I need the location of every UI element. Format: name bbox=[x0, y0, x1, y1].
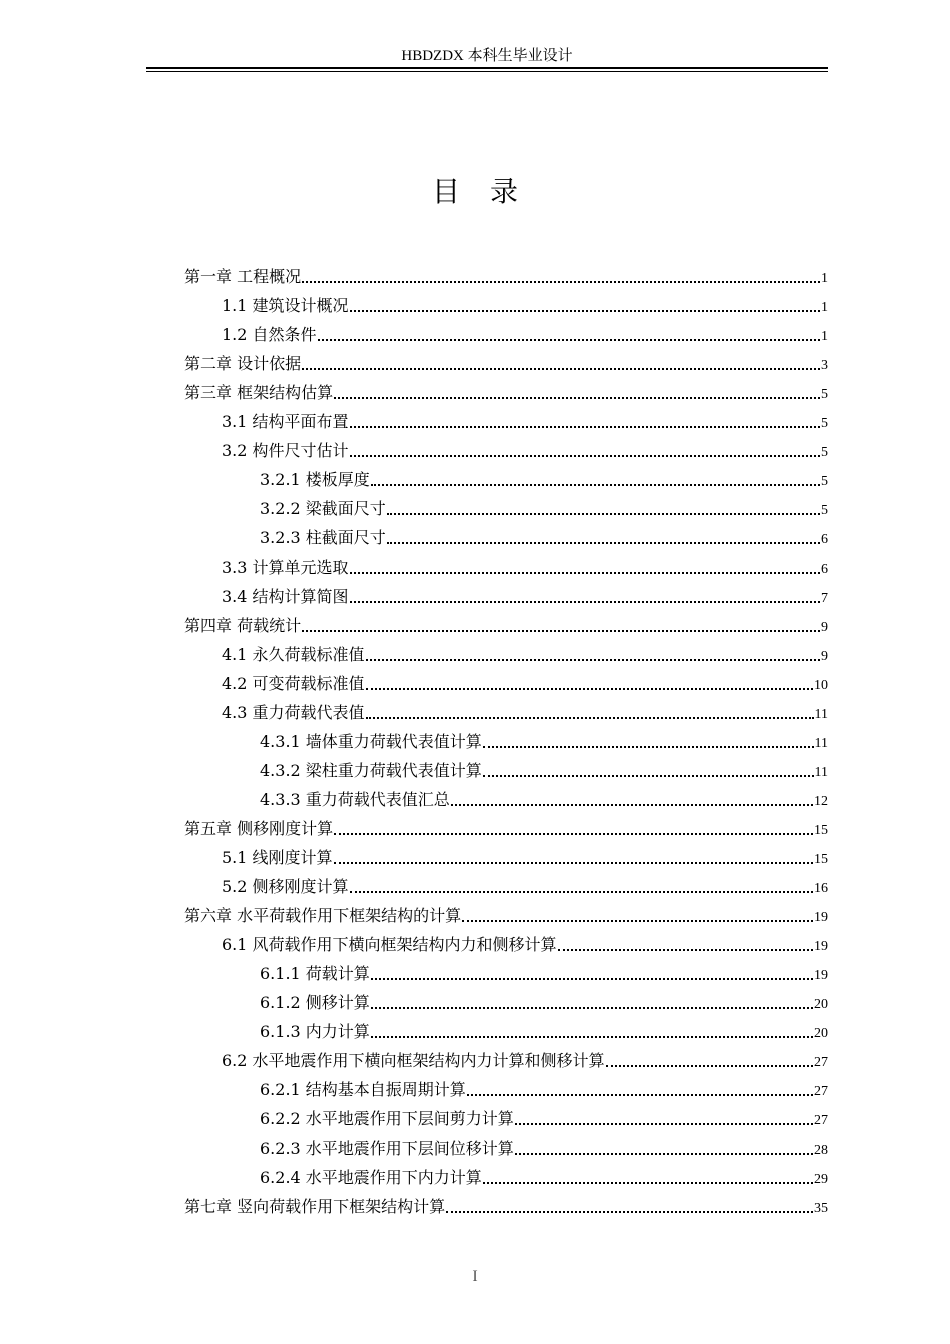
toc-entry[interactable] bbox=[222, 437, 828, 465]
toc-entry-page: 27 bbox=[814, 1113, 828, 1128]
toc-entry[interactable] bbox=[184, 263, 828, 291]
toc-entry-page: 16 bbox=[814, 881, 828, 896]
toc-dot-leader bbox=[462, 920, 813, 922]
toc-entry-label: 第三章 框架结构估算 bbox=[184, 383, 334, 402]
toc-entry-label: 6.1 风荷载作用下横向框架结构内力和侧移计算 bbox=[222, 935, 557, 954]
toc-dot-leader bbox=[446, 1211, 813, 1213]
page-title: 目录 bbox=[431, 175, 548, 208]
toc-entry[interactable] bbox=[222, 1047, 828, 1075]
toc-entry-page: 11 bbox=[814, 736, 828, 751]
toc-entry-label: 6.2.4 水平地震作用下内力计算 bbox=[260, 1168, 482, 1187]
toc-entry[interactable] bbox=[222, 641, 828, 669]
toc-entry-page: 6 bbox=[821, 562, 828, 577]
toc-entry-page: 29 bbox=[814, 1172, 828, 1187]
toc-entry-label: 3.3 计算单元选取 bbox=[222, 558, 349, 577]
toc-entry[interactable] bbox=[260, 524, 828, 552]
toc-dot-leader bbox=[366, 717, 814, 719]
toc-entry-label: 3.2.2 梁截面尺寸 bbox=[260, 499, 386, 518]
toc-entry-page: 20 bbox=[814, 997, 828, 1012]
toc-entry-page: 5 bbox=[821, 445, 828, 460]
toc-entry[interactable] bbox=[260, 960, 828, 988]
toc-entry-label: 6.2.1 结构基本自振周期计算 bbox=[260, 1080, 466, 1099]
toc-entry-page: 5 bbox=[821, 474, 828, 489]
toc-dot-leader bbox=[387, 542, 820, 544]
toc-entry-label: 4.3 重力荷载代表值 bbox=[222, 703, 365, 722]
toc-dot-leader bbox=[366, 659, 820, 661]
toc-entry-page: 15 bbox=[814, 823, 828, 838]
toc-dot-leader bbox=[483, 1182, 813, 1184]
toc-entry-label: 1.2 自然条件 bbox=[222, 325, 317, 344]
toc-dot-leader bbox=[451, 804, 813, 806]
toc-entry-page: 20 bbox=[814, 1026, 828, 1041]
toc-entry-label: 3.2.3 柱截面尺寸 bbox=[260, 528, 386, 547]
toc-entry-label: 3.4 结构计算简图 bbox=[222, 587, 349, 606]
toc-entry[interactable] bbox=[222, 408, 828, 436]
toc-dot-leader bbox=[606, 1065, 813, 1067]
toc-entry-page: 9 bbox=[821, 649, 828, 664]
toc-entry[interactable] bbox=[260, 1076, 828, 1104]
toc-entry-label: 6.2.3 水平地震作用下层间位移计算 bbox=[260, 1139, 514, 1158]
toc-entry-label: 4.3.3 重力荷载代表值汇总 bbox=[260, 790, 450, 809]
toc-entry-page: 27 bbox=[814, 1084, 828, 1099]
toc-dot-leader bbox=[387, 513, 820, 515]
toc-entry[interactable] bbox=[260, 466, 828, 494]
toc-entry-label: 3.1 结构平面布置 bbox=[222, 412, 349, 431]
toc-dot-leader bbox=[350, 601, 820, 603]
toc-entry[interactable] bbox=[184, 902, 828, 930]
toc-dot-leader bbox=[350, 455, 820, 457]
toc-dot-leader bbox=[515, 1123, 813, 1125]
toc-entry-page: 5 bbox=[821, 503, 828, 518]
toc-entry[interactable] bbox=[222, 321, 828, 349]
toc-entry-label: 5.2 侧移刚度计算 bbox=[222, 877, 349, 896]
toc-entry[interactable] bbox=[184, 815, 828, 843]
toc-entry[interactable] bbox=[222, 292, 828, 320]
toc-entry-label: 第四章 荷载统计 bbox=[184, 616, 302, 635]
toc-entry[interactable] bbox=[260, 1018, 828, 1046]
toc-entry-page: 5 bbox=[821, 387, 828, 402]
toc-entry-label: 第一章 工程概况 bbox=[184, 267, 302, 286]
toc-entry-page: 1 bbox=[821, 271, 828, 286]
toc-dot-leader bbox=[515, 1153, 813, 1155]
page-number: I bbox=[472, 1268, 478, 1285]
toc-entry[interactable] bbox=[184, 379, 828, 407]
toc-entry[interactable] bbox=[222, 699, 828, 727]
toc-dot-leader bbox=[334, 397, 820, 399]
toc-entry-label: 6.1.2 侧移计算 bbox=[260, 993, 370, 1012]
toc-entry-label: 第二章 设计依据 bbox=[184, 354, 302, 373]
toc-dot-leader bbox=[483, 746, 814, 748]
toc-dot-leader bbox=[371, 1007, 813, 1009]
toc-dot-leader bbox=[334, 862, 813, 864]
toc-entry[interactable] bbox=[260, 757, 828, 785]
toc-dot-leader bbox=[483, 775, 814, 777]
page-header: HBDZDX 本科生毕业设计 bbox=[401, 48, 573, 64]
toc-entry-page: 35 bbox=[814, 1201, 828, 1216]
toc-entry-label: 第七章 竖向荷载作用下框架结构计算 bbox=[184, 1197, 446, 1216]
toc-entry-page: 1 bbox=[821, 329, 828, 344]
toc-entry[interactable] bbox=[260, 1164, 828, 1192]
toc-entry[interactable] bbox=[184, 350, 828, 378]
toc-dot-leader bbox=[302, 281, 820, 283]
toc-entry-page: 6 bbox=[821, 532, 828, 547]
toc-dot-leader bbox=[371, 484, 820, 486]
toc-entry-label: 第六章 水平荷载作用下框架结构的计算 bbox=[184, 906, 462, 925]
toc-entry-label: 4.2 可变荷载标准值 bbox=[222, 674, 365, 693]
toc-dot-leader bbox=[350, 426, 820, 428]
toc-dot-leader bbox=[350, 891, 813, 893]
toc-entry-label: 1.1 建筑设计概况 bbox=[222, 296, 349, 315]
toc-entry-page: 19 bbox=[814, 910, 828, 925]
toc-entry[interactable] bbox=[260, 989, 828, 1017]
toc-entry-label: 6.1.3 内力计算 bbox=[260, 1022, 370, 1041]
toc-entry-page: 9 bbox=[821, 620, 828, 635]
toc-dot-leader bbox=[371, 1036, 813, 1038]
toc-dot-leader bbox=[371, 978, 813, 980]
toc-entry[interactable] bbox=[260, 1135, 828, 1163]
toc-entry-page: 7 bbox=[821, 591, 828, 606]
toc-entry[interactable] bbox=[222, 670, 828, 698]
toc-entry[interactable] bbox=[184, 612, 828, 640]
toc-entry-page: 12 bbox=[814, 794, 828, 809]
toc-entry-page: 15 bbox=[814, 852, 828, 867]
toc-entry-label: 5.1 线刚度计算 bbox=[222, 848, 333, 867]
toc-entry[interactable] bbox=[222, 844, 828, 872]
toc-entry-page: 11 bbox=[814, 765, 828, 780]
toc-dot-leader bbox=[302, 630, 820, 632]
toc-entry[interactable] bbox=[260, 1105, 828, 1133]
toc-entry-page: 5 bbox=[821, 416, 828, 431]
toc-entry-page: 3 bbox=[821, 358, 828, 373]
header-rule-thick bbox=[146, 67, 828, 69]
toc-entry-label: 第五章 侧移刚度计算 bbox=[184, 819, 334, 838]
toc-entry[interactable] bbox=[184, 1193, 828, 1221]
toc-entry-label: 4.1 永久荷载标准值 bbox=[222, 645, 365, 664]
toc-dot-leader bbox=[302, 368, 820, 370]
toc-entry-label: 3.2.1 楼板厚度 bbox=[260, 470, 370, 489]
toc-entry[interactable] bbox=[222, 931, 828, 959]
toc-entry-page: 10 bbox=[814, 678, 828, 693]
toc-dot-leader bbox=[318, 339, 820, 341]
toc-entry-label: 3.2 构件尺寸估计 bbox=[222, 441, 349, 460]
toc-entry-page: 11 bbox=[814, 707, 828, 722]
toc-entry-label: 6.2 水平地震作用下横向框架结构内力计算和侧移计算 bbox=[222, 1051, 605, 1070]
toc-entry-page: 19 bbox=[814, 939, 828, 954]
toc-entry[interactable] bbox=[222, 554, 828, 582]
toc-dot-leader bbox=[467, 1094, 813, 1096]
toc-entry-label: 6.1.1 荷载计算 bbox=[260, 964, 370, 983]
toc-entry[interactable] bbox=[222, 583, 828, 611]
toc-entry-page: 1 bbox=[821, 300, 828, 315]
toc-entry-page: 19 bbox=[814, 968, 828, 983]
toc-entry-label: 4.3.1 墙体重力荷载代表值计算 bbox=[260, 732, 482, 751]
toc-entry-page: 28 bbox=[814, 1143, 828, 1158]
header-rule-thin bbox=[146, 71, 828, 72]
toc-entry-label: 4.3.2 梁柱重力荷载代表值计算 bbox=[260, 761, 482, 780]
toc-dot-leader bbox=[558, 949, 813, 951]
toc-dot-leader bbox=[350, 310, 820, 312]
toc-dot-leader bbox=[334, 833, 813, 835]
toc-dot-leader bbox=[366, 688, 813, 690]
toc-entry-label: 6.2.2 水平地震作用下层间剪力计算 bbox=[260, 1109, 514, 1128]
toc-entry[interactable] bbox=[260, 786, 828, 814]
toc-entry[interactable] bbox=[260, 728, 828, 756]
toc-entry[interactable] bbox=[260, 495, 828, 523]
toc-dot-leader bbox=[350, 572, 820, 574]
toc-entry[interactable] bbox=[222, 873, 828, 901]
toc-entry-page: 27 bbox=[814, 1055, 828, 1070]
